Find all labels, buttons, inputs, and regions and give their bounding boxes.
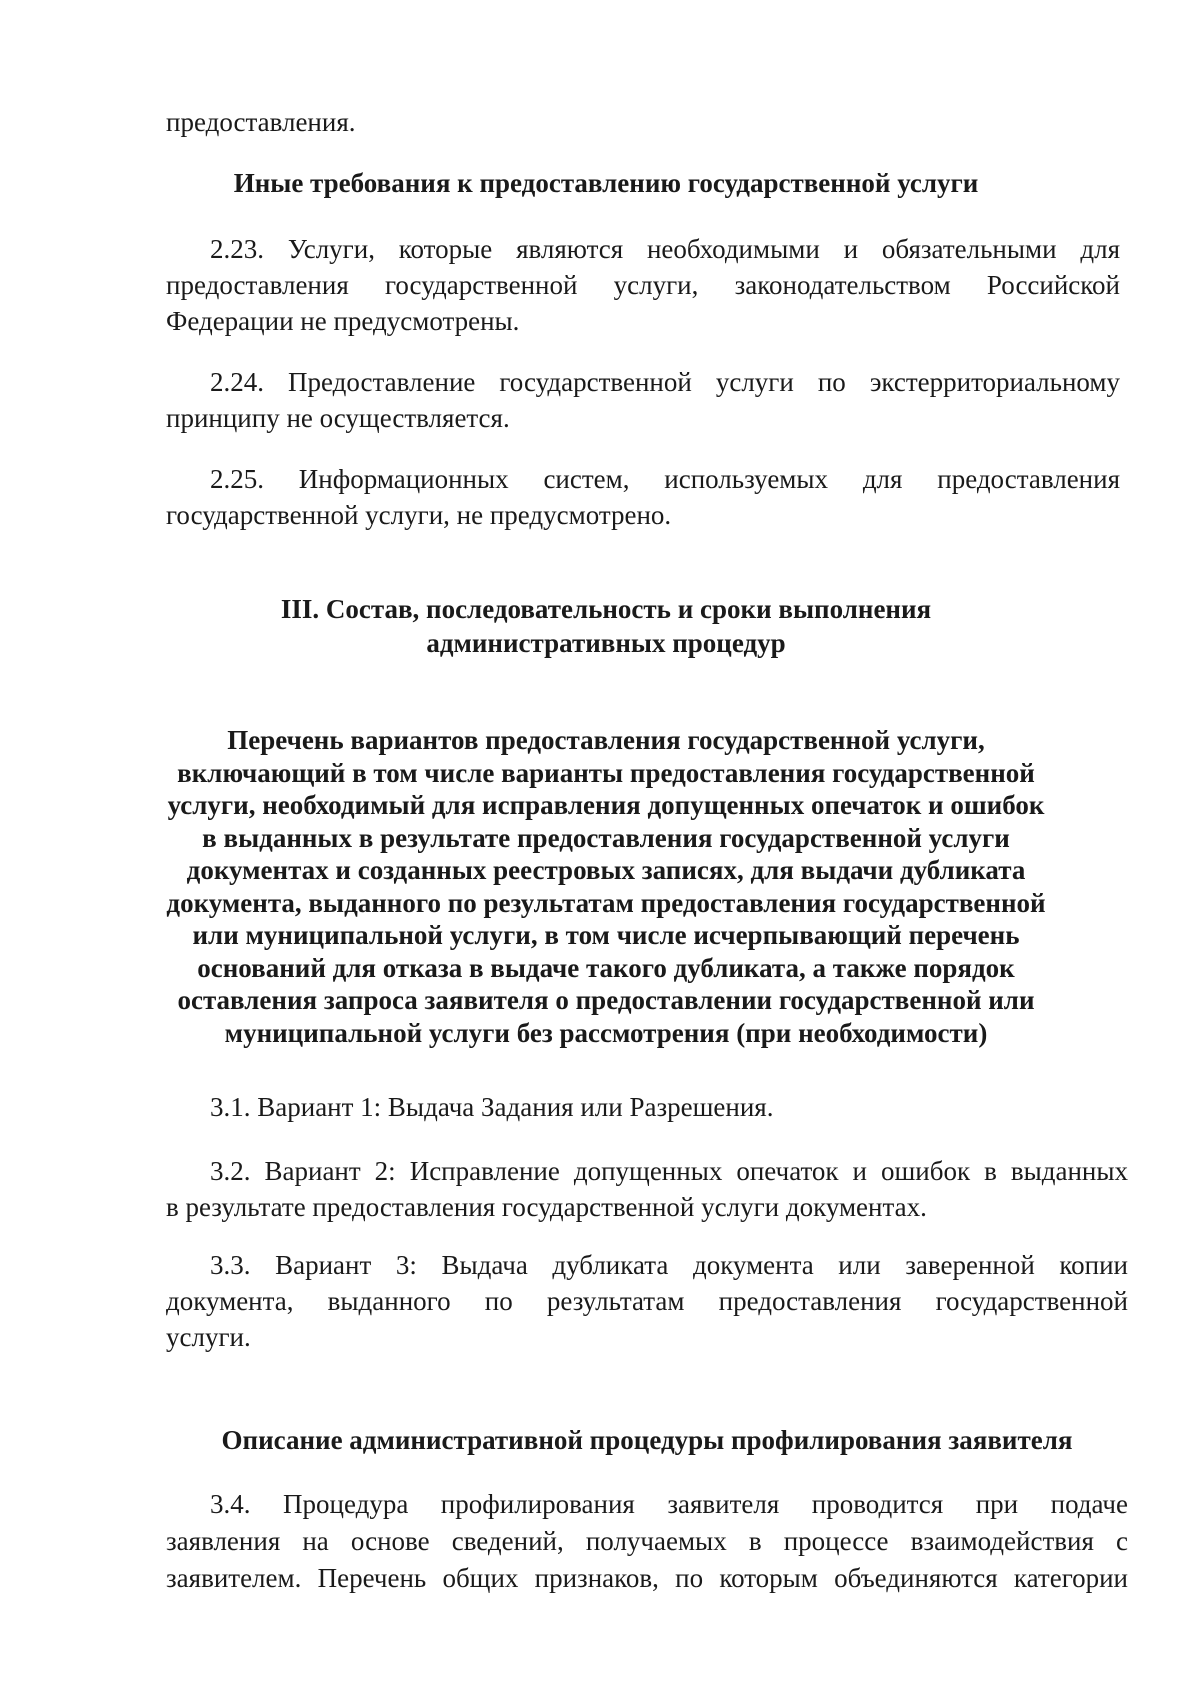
heading-line: оставления запроса заявителя о предоставлении государственной или xyxy=(177,985,1035,1015)
paragraph-line: заявителем. Перечень общих признаков, по которым объединяются категории xyxy=(166,1563,1128,1593)
paragraph-line: 2.23. Услуги, которые являются необходимыми и обязательными для xyxy=(210,234,1120,264)
paragraph-line: документа, выданного по результатам предоставления государственной xyxy=(166,1286,1128,1316)
paragraph-line: 2.24. Предоставление государственной услуги по экстерриториальному xyxy=(210,367,1120,397)
heading-line: в выданных в результате предоставления государственной услуги xyxy=(202,822,1010,853)
carryover-line: предоставления. xyxy=(166,107,356,137)
heading-line: III. Состав, последовательность и сроки выполнения xyxy=(280,594,932,624)
heading-line: или муниципальной услуги, в том числе исчерпывающий перечень xyxy=(192,920,1020,950)
paragraph-line: 3.3. Вариант 3: Выдача дубликата документа или заверенной копии xyxy=(210,1250,1128,1280)
paragraph-line: 3.4. Процедура профилирования заявителя проводится при подаче xyxy=(210,1489,1128,1519)
section-heading-other-requirements: Иные требования к предоставлению государственной услуги xyxy=(233,168,979,198)
heading-line: услуги, необходимый для исправления допущенных опечаток и ошибок xyxy=(167,790,1045,820)
paragraph-line: Федерации не предусмотрены. xyxy=(166,306,520,336)
paragraph-line: предоставления государственной услуги, законодательством Российской xyxy=(166,270,1120,300)
paragraph-line: 2.25. Информационных систем, используемых для предоставления xyxy=(210,464,1120,494)
heading-line: включающий в том числе варианты предоставления государственной xyxy=(177,757,1035,788)
heading-line: муниципальной услуги без рассмотрения (при необходимости) xyxy=(224,1017,988,1048)
heading-line: документах и созданных реестровых записях, для выдачи дубликата xyxy=(186,855,1026,885)
paragraph-line: государственной услуги, не предусмотрено. xyxy=(166,500,672,530)
heading-line: документа, выданного по результатам предоставления государственной xyxy=(166,887,1046,918)
heading-line: Перечень вариантов предоставления государственной услуги, xyxy=(227,725,985,755)
heading-line: административных процедур xyxy=(426,628,786,658)
paragraph-3-1: 3.1. Вариант 1: Выдача Задания или Разрешения. xyxy=(210,1092,774,1122)
paragraph-line: 3.2. Вариант 2: Исправление допущенных опечаток и ошибок в выданных xyxy=(210,1156,1128,1186)
paragraph-line: принципу не осуществляется. xyxy=(166,403,510,433)
heading-line: оснований для отказа в выдаче такого дубликата, а также порядок xyxy=(197,952,1015,983)
paragraph-line: в результате предоставления государственной услуги документах. xyxy=(166,1192,927,1222)
profiling-heading: Описание административной процедуры профилирования заявителя xyxy=(221,1425,1073,1455)
paragraph-line: услуги. xyxy=(166,1322,251,1352)
paragraph-line: заявления на основе сведений, получаемых в процессе взаимодействия с xyxy=(166,1526,1128,1556)
